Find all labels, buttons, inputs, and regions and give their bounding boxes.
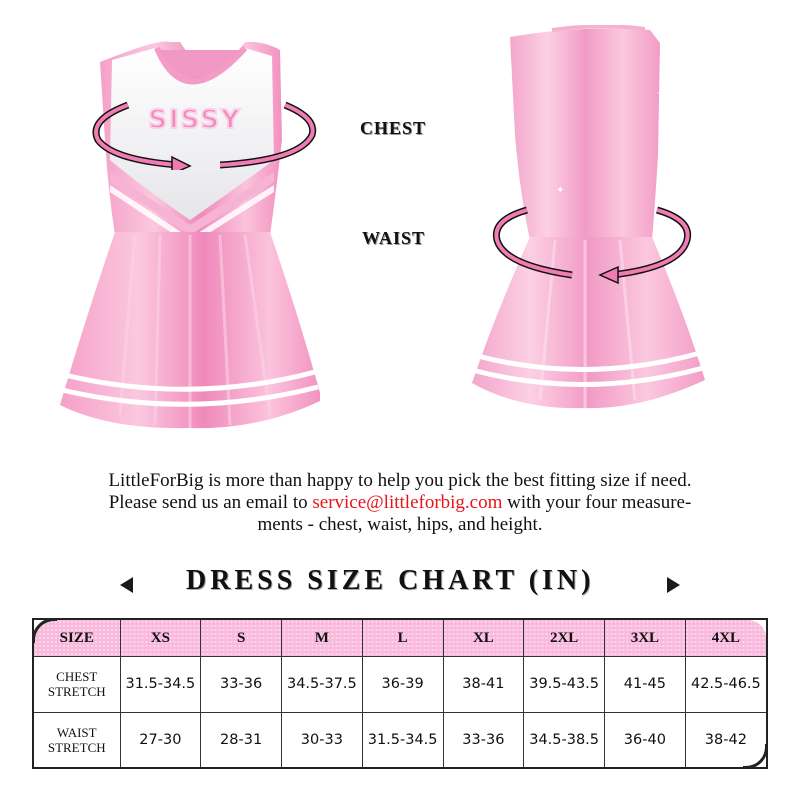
waist-label: WAIST — [362, 228, 426, 248]
table-cell: 38-41 — [443, 657, 524, 713]
chart-title: DRESS SIZE CHART (IN) — [186, 565, 595, 596]
row-label-line1: CHEST — [56, 669, 98, 685]
sissy-print: SISSY — [148, 105, 242, 135]
table-header-row — [34, 620, 766, 657]
header-xl: XL — [443, 620, 524, 657]
info-line-2-prefix: Please send us an email to — [108, 492, 313, 513]
table-cell: 42.5-46.5 — [685, 657, 766, 713]
size-chart-table — [32, 618, 768, 769]
table-cell: 33-36 — [443, 712, 524, 767]
header-m: M — [282, 620, 363, 657]
row-label-line1: WAIST — [56, 724, 97, 740]
chest-label: CHEST — [360, 118, 427, 138]
header-4xl: 4XL — [685, 620, 766, 657]
header-size: SIZE — [34, 620, 120, 657]
table-cell: 36-40 — [605, 712, 686, 767]
row-label-line2: STRETCH — [47, 739, 106, 755]
size-help-text — [40, 470, 760, 536]
table-cell: 27-30 — [120, 712, 201, 767]
chest-measure-arrow-icon — [88, 100, 218, 170]
row-label-waist — [34, 712, 120, 767]
table-cell: 28-31 — [201, 712, 282, 767]
table-cell: 38-42 — [685, 712, 766, 767]
header-s: S — [201, 620, 282, 657]
table-cell: 36-39 — [362, 657, 443, 713]
row-label-chest — [34, 657, 120, 713]
info-line-3: ments - chest, waist, hips, and height. — [257, 514, 543, 535]
table-row-waist — [34, 712, 766, 767]
support-email-link[interactable]: service@littleforbig.com — [312, 492, 503, 513]
waist-measure-arrow-icon — [492, 205, 692, 285]
front-dress-image — [60, 20, 320, 440]
table-cell: 31.5-34.5 — [362, 712, 443, 767]
info-line-2-suffix: with your four measure- — [502, 492, 692, 513]
table-cell: 31.5-34.5 — [120, 657, 201, 713]
triangle-right-icon — [667, 577, 680, 593]
header-3xl: 3XL — [605, 620, 686, 657]
table-row-chest — [34, 657, 766, 713]
header-l: L — [362, 620, 443, 657]
triangle-left-icon — [120, 577, 133, 593]
table-cell: 34.5-38.5 — [524, 712, 605, 767]
chart-title-row — [0, 565, 800, 605]
row-label-line2: STRETCH — [47, 684, 106, 700]
header-2xl: 2XL — [524, 620, 605, 657]
table-cell: 34.5-37.5 — [282, 657, 363, 713]
info-line-2 — [40, 492, 760, 514]
table-cell: 39.5-43.5 — [524, 657, 605, 713]
svg-text:✦: ✦ — [656, 86, 668, 102]
table-cell: 41-45 — [605, 657, 686, 713]
header-xs: XS — [120, 620, 201, 657]
chest-measure-arrow-right-icon — [220, 100, 320, 170]
table-cell: 30-33 — [282, 712, 363, 767]
table-cell: 33-36 — [201, 657, 282, 713]
svg-text:✦: ✦ — [556, 185, 565, 196]
info-line-1: LittleForBig is more than happy to help you pick the best fitting size if need. — [108, 470, 692, 491]
